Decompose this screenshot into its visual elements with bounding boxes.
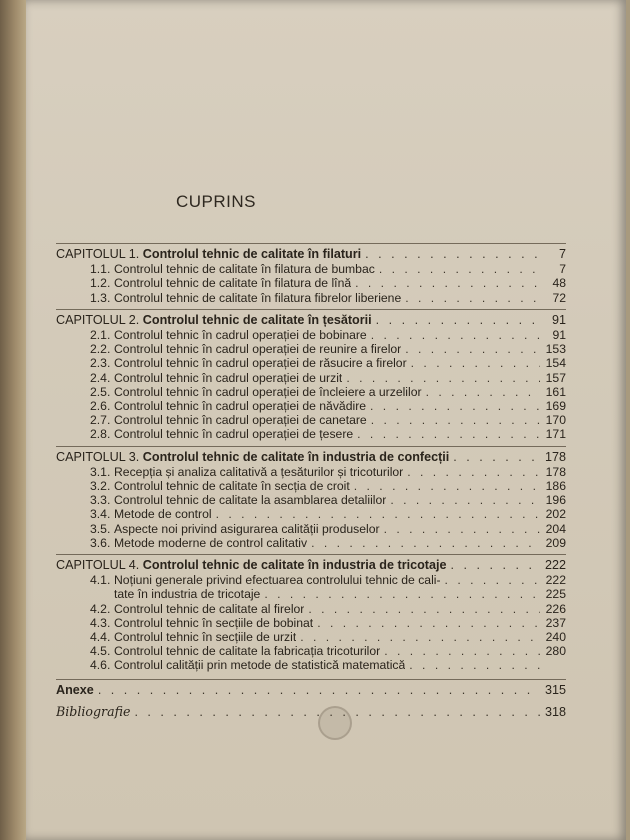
- section-page: 237: [545, 615, 566, 630]
- chapter-rule: [56, 554, 566, 555]
- leader-dots: [317, 616, 540, 630]
- section-entry: [56, 413, 566, 427]
- section-number: 2.7.: [90, 413, 111, 428]
- section-title-continuation: tate în industria de tricotaje: [114, 587, 261, 602]
- section-number: 4.4.: [90, 630, 111, 645]
- section-entry: [56, 573, 566, 587]
- section-entry: [56, 328, 566, 342]
- section-number: 4.2.: [90, 601, 111, 616]
- section-title: Controlul tehnic în cadrul operației de încleiere a urzelilor: [114, 384, 422, 399]
- section-number: 2.8.: [90, 427, 111, 442]
- leader-dots: [346, 371, 540, 385]
- section-page: 153: [545, 342, 566, 357]
- leader-dots: [134, 705, 540, 719]
- section-page: 204: [545, 521, 566, 536]
- section-entry: [56, 644, 566, 658]
- chapter-1: [56, 243, 566, 305]
- section-number: 4.5.: [90, 644, 111, 659]
- leader-dots: [311, 536, 540, 550]
- section-page-continuation: 225: [545, 587, 566, 602]
- section-entry: [56, 630, 566, 644]
- leader-dots: [300, 630, 540, 644]
- chapter-page: 222: [544, 558, 566, 573]
- section-entry: [56, 262, 566, 276]
- chapter-title: Controlul tehnic de calitate în industria de tricotaje: [142, 558, 447, 573]
- section-entry: [56, 276, 566, 290]
- chapter-page: 7: [558, 247, 566, 261]
- section-number: 4.6.: [90, 658, 111, 673]
- section-page: 202: [545, 507, 566, 522]
- chapter-rule: [56, 446, 566, 447]
- chapter-label: CAPITOLUL 3.: [56, 449, 140, 464]
- section-entry: [56, 356, 566, 370]
- leader-dots: [453, 450, 540, 464]
- section-title: Controlul tehnic în cadrul operației de canetare: [114, 413, 367, 428]
- leader-dots: [407, 465, 540, 479]
- chapter-label: CAPITOLUL 2.: [56, 312, 140, 327]
- chapter-4: [56, 554, 566, 673]
- section-number: 4.3.: [90, 615, 111, 630]
- section-number: 2.4.: [90, 370, 111, 385]
- section-page: 196: [545, 493, 566, 508]
- bibliografie-entry: [56, 705, 566, 719]
- section-entry: [56, 399, 566, 413]
- section-number: 2.5.: [90, 384, 111, 399]
- section-title: Metode de control: [114, 507, 212, 522]
- anexe-page: 315: [544, 682, 566, 697]
- section-page: 186: [545, 479, 566, 494]
- chapter-title: Controlul tehnic de calitate în industria de confecții: [142, 449, 450, 464]
- section-title: Controlul tehnic în secțiile de urzit: [114, 630, 297, 645]
- section-title: Controlul tehnic de calitate în secția de croit: [114, 479, 350, 494]
- leader-dots: [376, 313, 540, 327]
- section-number: 3.6.: [90, 535, 111, 550]
- section-page: 178: [545, 464, 566, 479]
- leader-dots: [411, 356, 540, 370]
- section-number: 2.2.: [90, 342, 111, 357]
- section-title: Controlul tehnic în cadrul operației de bobinare: [114, 328, 367, 343]
- section-page: 280: [545, 644, 566, 659]
- chapter-heading: [56, 313, 566, 327]
- section-entry: [56, 602, 566, 616]
- section-title: Controlul tehnic în cadrul operației de urzit: [114, 370, 343, 385]
- section-page: 72: [552, 290, 566, 305]
- section-entry: [56, 465, 566, 479]
- section-entry: [56, 658, 566, 672]
- section-page: 7: [559, 262, 566, 277]
- section-title: Controlul tehnic în cadrul operației de țesere: [114, 427, 354, 442]
- section-title: Controlul calității prin metode de statistică matematică: [114, 658, 406, 673]
- chapter-title: Controlul tehnic de calitate în țesătorii: [142, 312, 372, 327]
- leader-dots: [371, 413, 540, 427]
- section-page: 209: [545, 535, 566, 550]
- section-number: 2.6.: [90, 399, 111, 414]
- section-title: Aspecte noi privind asigurarea calității produselor: [114, 521, 380, 536]
- leader-dots: [426, 385, 540, 399]
- section-number: 1.3.: [90, 290, 111, 305]
- leader-dots: [370, 399, 540, 413]
- leader-dots: [451, 558, 541, 572]
- section-number: 2.1.: [90, 328, 111, 343]
- section-page: 170: [545, 413, 566, 428]
- chapter-rule: [56, 679, 566, 680]
- leader-dots: [390, 493, 540, 507]
- section-number: 3.1.: [90, 464, 111, 479]
- book-spine: [0, 0, 26, 840]
- section-page: 226: [545, 601, 566, 616]
- leader-dots: [264, 587, 540, 601]
- section-entry: [56, 616, 566, 630]
- chapter-rule: [56, 309, 566, 310]
- section-title: Controlul tehnic de calitate în filatura de lînă: [114, 276, 352, 291]
- section-page: 240: [545, 630, 566, 645]
- leader-dots: [308, 602, 540, 616]
- section-number: 3.5.: [90, 521, 111, 536]
- leader-dots: [216, 507, 540, 521]
- leader-dots: [445, 573, 540, 587]
- leader-dots: [365, 247, 540, 261]
- leader-dots: [98, 683, 540, 697]
- chapter-3: [56, 446, 566, 550]
- chapter-heading: [56, 247, 566, 261]
- leader-dots: [384, 644, 540, 658]
- section-entry-continuation: [56, 587, 566, 601]
- chapter-heading: [56, 450, 566, 464]
- section-entry: [56, 342, 566, 356]
- section-title: Recepția și analiza calitativă a țesăturilor și tricoturilor: [114, 464, 404, 479]
- chapter-label: CAPITOLUL 4.: [56, 558, 140, 573]
- section-entry: [56, 479, 566, 493]
- table-of-contents: [56, 243, 566, 727]
- leader-dots: [384, 522, 540, 536]
- bibliografie-page: 318: [544, 704, 566, 719]
- anexe-entry: [56, 683, 566, 697]
- section-title: Controlul tehnic în cadrul operației de năvădire: [114, 399, 367, 414]
- section-title: Controlul tehnic de calitate la fabricația tricoturilor: [114, 644, 381, 659]
- bibliografie-label: Bibliografie: [56, 704, 131, 719]
- section-title: Controlul tehnic în cadrul operației de răsucire a firelor: [114, 356, 407, 371]
- leader-dots: [405, 342, 540, 356]
- section-number: 3.4.: [90, 507, 111, 522]
- section-entry: [56, 427, 566, 441]
- leader-dots: [405, 291, 540, 305]
- section-number: 2.3.: [90, 356, 111, 371]
- leader-dots: [371, 328, 540, 342]
- section-page: 161: [545, 384, 566, 399]
- back-matter: [56, 679, 566, 719]
- section-page: 48: [552, 276, 566, 291]
- section-page: 222: [545, 573, 566, 588]
- section-entry: [56, 507, 566, 521]
- section-page: 91: [552, 328, 566, 343]
- section-entry: [56, 493, 566, 507]
- section-title: Controlul tehnic de calitate al firelor: [114, 601, 305, 616]
- section-page: 154: [545, 356, 566, 371]
- chapter-rule: [56, 243, 566, 244]
- chapter-title: Controlul tehnic de calitate în filaturi: [142, 247, 362, 261]
- section-entry: [56, 536, 566, 550]
- section-entry: [56, 371, 566, 385]
- anexe-label: Anexe: [56, 682, 94, 697]
- section-number: 1.2.: [90, 276, 111, 291]
- leader-dots: [355, 276, 540, 290]
- section-title: Noțiuni generale privind efectuarea controlului tehnic de cali-: [114, 573, 441, 588]
- page-title: CUPRINS: [176, 192, 257, 211]
- section-title: Controlul tehnic de calitate la asamblarea detaliilor: [114, 493, 387, 508]
- leader-dots: [357, 427, 540, 441]
- section-page: 157: [545, 370, 566, 385]
- section-entry: [56, 291, 566, 305]
- section-number: 3.3.: [90, 493, 111, 508]
- section-number: 1.1.: [90, 262, 111, 277]
- section-title: Metode moderne de control calitativ: [114, 535, 308, 550]
- section-title: Controlul tehnic de calitate în filatura de bumbac: [114, 262, 375, 277]
- chapter-2: [56, 309, 566, 442]
- section-title: Controlul tehnic în cadrul operației de reunire a firelor: [114, 342, 402, 357]
- leader-dots: [379, 262, 540, 276]
- leader-dots: [409, 658, 540, 672]
- leader-dots: [354, 479, 540, 493]
- section-title: Controlul tehnic de calitate în filatura fibrelor liberiene: [114, 290, 402, 305]
- chapter-label: CAPITOLUL 1.: [56, 247, 140, 261]
- section-page: 169: [545, 399, 566, 414]
- section-page: 171: [545, 427, 566, 442]
- chapter-heading: [56, 558, 566, 572]
- section-entry: [56, 385, 566, 399]
- section-entry: [56, 522, 566, 536]
- section-title: Controlul tehnic în secțiile de bobinat: [114, 615, 314, 630]
- chapter-page: 91: [551, 312, 566, 327]
- section-number: 4.1.: [90, 573, 111, 588]
- section-number: 3.2.: [90, 479, 111, 494]
- chapter-page: 178: [544, 449, 566, 464]
